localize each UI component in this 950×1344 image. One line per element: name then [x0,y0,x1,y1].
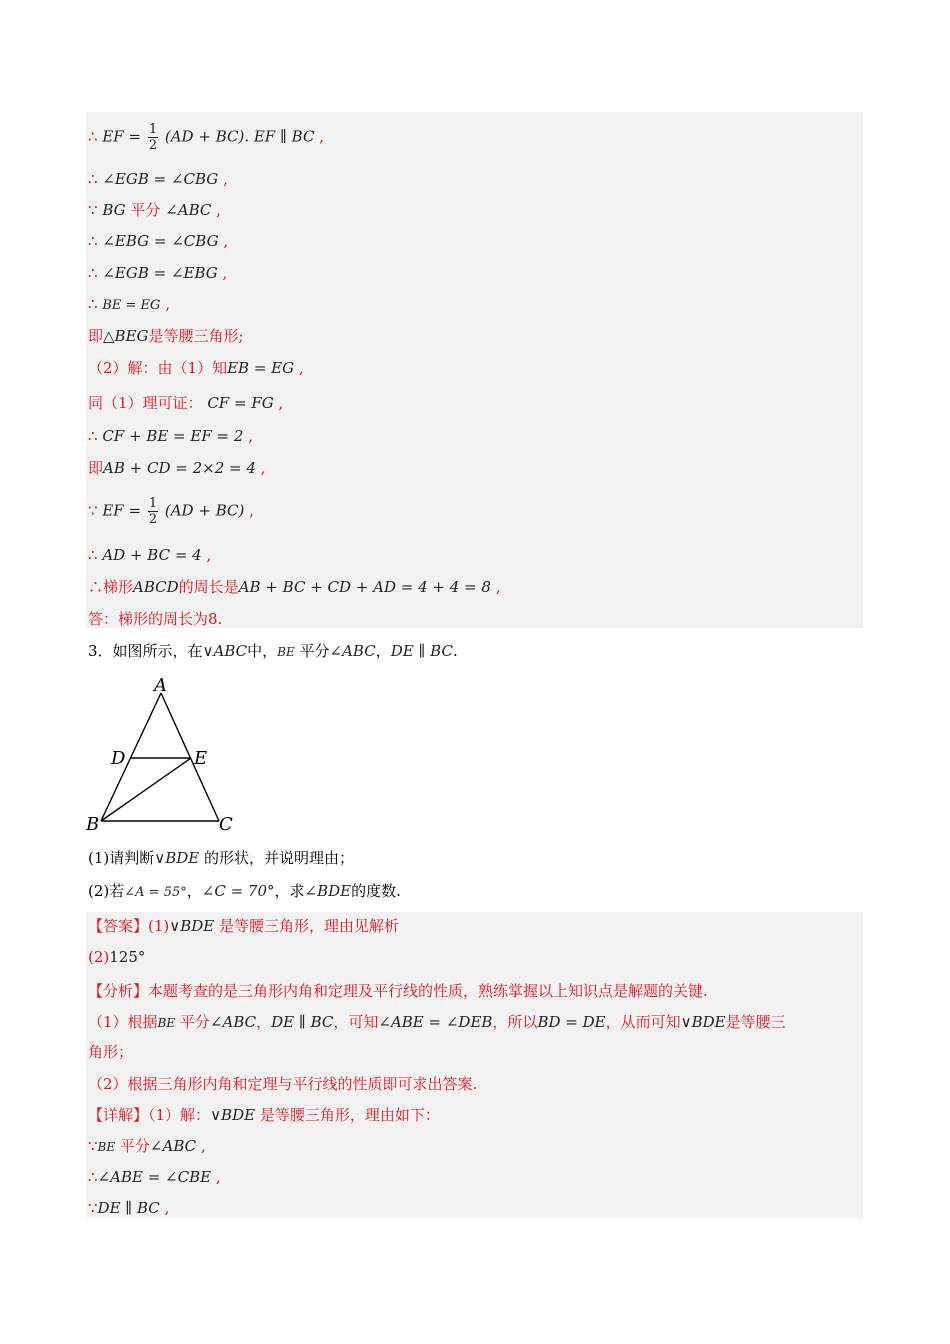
math-expression: ∨BDE [154,849,200,867]
solution-line-8 [88,357,304,379]
because-symbol: ∵ [88,1199,98,1217]
math-expression: BE [97,1140,116,1154]
solution-line-11 [88,457,265,479]
punctuation: , [495,578,501,596]
therefore-symbol: ∴ [88,546,98,564]
fraction [148,122,158,153]
text: 即 [88,327,104,345]
therefore-symbol: ∴ [88,295,98,313]
solution-line-6 [88,293,170,317]
text: （1）解： [148,1106,211,1124]
punctuation: , [200,1137,206,1155]
text: （2）解：由（1）知 [88,359,228,377]
punctuation: , [223,170,228,188]
fraction-denominator: 2 [148,512,158,527]
text: 答：梯形的周长为8. [88,610,223,628]
math-expression: AB + BC + CD + AD = 4 + 4 = 8 [238,578,491,596]
triangle-figure [80,672,250,842]
punctuation: , [223,232,229,250]
punctuation: , [260,459,266,477]
math-expression: AB + CD = 2×2 = 4 [103,459,256,477]
text: 平分 [130,201,161,219]
math-expression: ∨BDE [680,1013,726,1031]
text: 是等腰三 [725,1013,786,1031]
punctuation: , [319,127,325,146]
solution-line-9 [88,392,283,414]
question-3-part-2 [88,880,401,904]
math-expression: BE [277,645,295,659]
label-a: A [154,675,167,696]
solution-line-4 [88,230,228,252]
punctuation: , [222,264,228,282]
math-expression: DE ∥ BC [97,1199,160,1217]
math-expression: CF + BE = EF = 2 [102,427,244,445]
text: （1）根据 [88,1013,158,1031]
solution-line-1 [88,122,324,153]
solution-line-2 [88,168,228,190]
therefore-symbol: ∴ [88,1168,98,1186]
math-expression: ∨BDE [169,917,215,935]
punctuation: , [248,427,253,445]
math-expression: ∠BDE [304,882,352,900]
text: ， [186,882,202,900]
text: 3．如图所示，在 [88,642,203,660]
punctuation: , [278,394,284,412]
label-c: C [219,814,233,835]
therefore-symbol: ∴ [88,170,98,188]
math-expression: ∨BDE [210,1106,256,1124]
text: 的周长是 [178,578,239,596]
text: ，求 [274,882,305,900]
text: 是等腰三角形，理由如下： [259,1106,440,1124]
answer-line-1 [88,915,399,937]
math-expression: DE ∥ BC [271,1013,334,1031]
text: 平分 [299,642,330,660]
text: 角形； [88,1043,134,1061]
fraction-numerator: 1 [148,496,158,511]
text: 是等腰三角形; [148,327,244,345]
detail-line-4 [88,1197,169,1219]
text: 平分 [179,1013,210,1031]
solution-line-7 [88,325,244,347]
math-expression: 125° [109,948,146,966]
text: (1)请判断 [88,849,155,867]
label-b: B [86,814,100,835]
text: （2）根据三角形内角和定理与平行线的性质即可求出答案. [88,1075,478,1093]
therefore-symbol: ∴ [88,427,98,445]
math-expression: ∠EGB = ∠EBG [102,264,218,282]
math-expression: BE [157,1016,176,1030]
because-symbol: ∵ [88,501,98,520]
detail-line-3 [88,1166,221,1188]
solution-line-5 [88,262,227,284]
text: ，从而可知 [605,1013,681,1031]
solution-line-10 [88,425,253,447]
segment-ab [101,693,161,821]
math-expression: ABCD [133,578,179,596]
answer-tag: 【答案】(1) [88,917,170,935]
analysis-line-1-wrap [88,1041,133,1063]
math-expression: ∠ABC [209,1013,257,1031]
text: 即 [88,459,104,477]
punctuation: , [216,201,221,219]
solution-line-12 [88,496,254,527]
math-expression: ∠ABC [329,642,376,660]
math-expression: ∠ABE = ∠DEB [378,1013,493,1031]
text: (2)若 [88,882,125,900]
therefore-symbol: ∴ [88,578,104,596]
math-expression: BG [102,201,126,219]
punctuation: , [215,1168,221,1186]
math-expression: ∠ABE = ∠CBE [97,1168,212,1186]
answer-line-2 [88,946,145,968]
punctuation: , [165,295,170,313]
text: 的度数. [351,882,401,900]
text: 平分 [119,1137,150,1155]
label-d: D [111,748,126,769]
math-expression: BD = DE [537,1013,606,1031]
math-expression: ∠ABC [149,1137,197,1155]
text: ，所以 [492,1013,538,1031]
text: ， [256,1013,272,1031]
therefore-symbol: ∴ [88,232,98,250]
detail-line-1 [88,1104,440,1126]
solution-line-14 [88,576,501,598]
math-expression: ∠EBG = ∠CBG [102,232,219,250]
punctuation: , [249,501,254,520]
text: 梯形 [103,578,134,596]
fraction-numerator: 1 [148,122,158,137]
therefore-symbol: ∴ [88,127,98,146]
question-3-stem [88,640,458,663]
math-expression: △BEG [103,327,149,345]
math-expression: (AD + BC) [164,501,245,520]
math-expression: DE ∥ BC [390,642,453,660]
math-expression: ∠A = 55° [124,885,187,900]
math-expression: ∠ABC [165,201,212,219]
analysis-line-2 [88,1073,477,1095]
math-expression: EF = [102,127,142,146]
math-expression: ∨ABC [202,642,248,660]
detail-line-2 [88,1135,206,1158]
text: 本题考查的是三角形内角和定理及平行线的性质，熟练掌握以上知识点是解题的关键. [148,982,708,1000]
punctuation: , [164,1199,170,1217]
text: 是等腰三角形，理由见解析 [219,917,400,935]
punctuation: . [452,642,458,660]
text: 的形状，并说明理由； [204,849,355,867]
math-expression: EB = EG [227,359,295,377]
solution-line-3 [88,199,221,221]
because-symbol: ∵ [88,1137,98,1155]
answer-tag: (2) [88,948,110,966]
label-e: E [194,748,208,769]
math-expression: CF = FG [207,394,274,412]
solution-answer-line [88,608,222,630]
question-3-part-1 [88,847,354,869]
analysis-line-1 [88,1011,786,1034]
segment-ac [161,693,219,821]
analysis-line [88,980,708,1002]
math-expression: BE = EG [102,298,161,313]
math-expression: ∠EGB = ∠CBG [102,170,219,188]
text: ，可知 [333,1013,379,1031]
analysis-tag: 【分析】 [88,982,149,1000]
math-expression: (AD + BC). EF ∥ BC [164,127,315,146]
math-expression: AD + BC = 4 [102,546,202,564]
text: 同（1）理可证： [88,394,203,412]
fraction [148,496,158,527]
detail-tag: 【详解】 [88,1106,149,1124]
text: ， [375,642,391,660]
math-expression: EF = [102,501,142,520]
punctuation: , [206,546,212,564]
solution-line-13 [88,544,211,566]
because-symbol: ∵ [88,201,98,219]
fraction-denominator: 2 [148,138,158,153]
therefore-symbol: ∴ [88,264,98,282]
text: 中， [247,642,278,660]
punctuation: , [298,359,304,377]
math-expression: ∠C = 70° [201,882,275,900]
